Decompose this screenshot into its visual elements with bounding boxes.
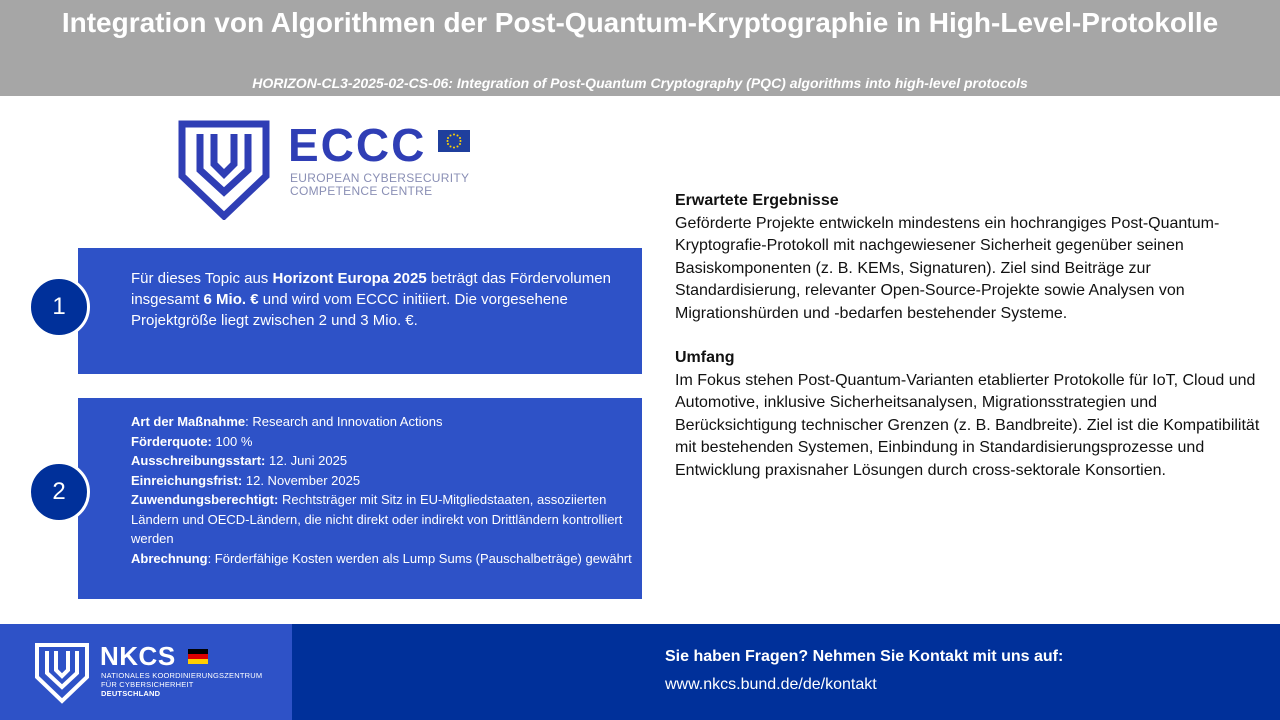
nkcs-country: DEUTSCHLAND (101, 689, 161, 698)
detail-value: 12. November 2025 (245, 472, 361, 488)
expected-results-heading: Erwartete Ergebnisse (675, 192, 839, 209)
detail-label: Einreichungsfrist: (131, 472, 243, 488)
step-number-2: 2 (28, 461, 90, 523)
detail-value: 100 % (215, 433, 253, 449)
nkcs-subtitle-line1: NATIONALES KOORDINIERUNGSZENTRUM (101, 671, 263, 680)
nkcs-logo-panel (0, 624, 292, 720)
detail-row-call-start (131, 451, 636, 471)
eu-flag-icon (438, 130, 470, 152)
eccc-wordmark: ECCC (288, 119, 427, 171)
expected-results-text: Geförderte Projekte entwickeln mindestens ein hochrangiges Post-Quantum-Kryptografie-Protokoll mit nachgewiesener Sicherheit gegenüber seinen Basiskomponenten (z. B. KEMs, Signaturen). Ziel sind Beiträge zur Standardisierung, relevanter Open-Source-Projekte sowie Analysen von Migrationshürden und -bedarfen bestehender Systeme. (675, 214, 1220, 322)
detail-label: Zuwendungsberechtigt: (131, 492, 279, 507)
eccc-subtitle (290, 172, 469, 198)
detail-row-action-type (131, 412, 636, 432)
funding-text-part: Für dieses Topic aus (131, 270, 273, 287)
scope-heading: Umfang (675, 349, 735, 366)
funding-text-part: und wird vom ECCC initiiert. Die vorgesehene Projektgröße liegt zwischen 2 und 3 Mio. €. (131, 291, 568, 329)
eccc-subtitle-line2: COMPETENCE CENTRE (290, 184, 433, 198)
detail-label: Abrechnung (131, 550, 208, 566)
detail-label: Art der Maßnahme (131, 414, 246, 429)
detail-label: Ausschreibungsstart: (131, 453, 266, 468)
eccc-logo (178, 120, 478, 220)
slide-title: Integration von Algorithmen der Post-Quantum-Kryptographie in High-Level-Protokolle (61, 7, 1219, 38)
detail-value: Rechtsträger mit Sitz in EU-Mitgliedstaaten, assoziierten Ländern und OECD-Ländern, die nicht direkt oder indirekt von Drittländern kontrolliert werden (131, 492, 623, 546)
detail-value: Research and Innovation Actions (252, 414, 443, 429)
detail-row-funding-rate (131, 432, 636, 452)
funding-info-box (78, 248, 642, 374)
nkcs-shield-icon (34, 642, 90, 704)
detail-value: Förderfähige Kosten werden als Lump Sums (Pauschalbeträge) gewährt (214, 550, 632, 566)
detail-row-deadline (131, 471, 636, 491)
call-details-box (78, 398, 642, 599)
german-flag-icon (188, 649, 208, 664)
scope-text: Im Fokus stehen Post-Quantum-Varianten etablierter Protokolle für IoT, Cloud und Automotive, inklusive Sicherheitsanalysen, Migrationsstrategien und Berücksichtigung technischer Grenzen (z. B. Bandbreite). Ziel ist die Kompatibilität mit bestehenden Systemen, Einbindung in Standardisierungsprozesse und Entwicklung praxisnaher Lösungen durch cross-sektorale Konsortien. (675, 371, 1260, 479)
slide-header (0, 0, 1280, 96)
funding-info-text (131, 268, 631, 331)
call-details-list (131, 412, 636, 568)
slide-subtitle: HORIZON-CL3-2025-02-CS-06: Integration of Post-Quantum Cryptography (PQC) algorithms into high-level protocols (252, 75, 1028, 91)
eccc-subtitle-line1: EUROPEAN CYBERSECURITY (290, 171, 470, 185)
paragraph-spacer (675, 325, 1275, 347)
funding-text-part: beträgt das Fördervolumen insgesamt (131, 270, 611, 308)
detail-row-eligibility (131, 490, 636, 549)
contact-question: Sie haben Fragen? Nehmen Sie Kontakt mit uns auf: (665, 648, 1064, 665)
nkcs-subtitle-line2: FÜR CYBERSICHERHEIT (101, 680, 194, 689)
nkcs-wordmark: NKCS (100, 641, 176, 671)
detail-value: 12. Juni 2025 (269, 453, 348, 468)
detail-row-billing (131, 549, 636, 569)
contact-panel (292, 624, 1280, 720)
step-number-1: 1 (28, 276, 90, 338)
contact-link[interactable]: www.nkcs.bund.de/de/kontakt (665, 676, 877, 693)
description-column (675, 190, 1275, 482)
detail-label: Förderquote: (131, 433, 212, 449)
nkcs-subtitle (101, 671, 281, 698)
eccc-shield-icon (178, 120, 270, 220)
detail-separator: : (245, 414, 253, 429)
detail-separator: : (207, 550, 215, 566)
funding-volume-highlight: 6 Mio. € (203, 291, 259, 308)
funding-program-highlight: Horizont Europa 2025 (272, 270, 427, 287)
